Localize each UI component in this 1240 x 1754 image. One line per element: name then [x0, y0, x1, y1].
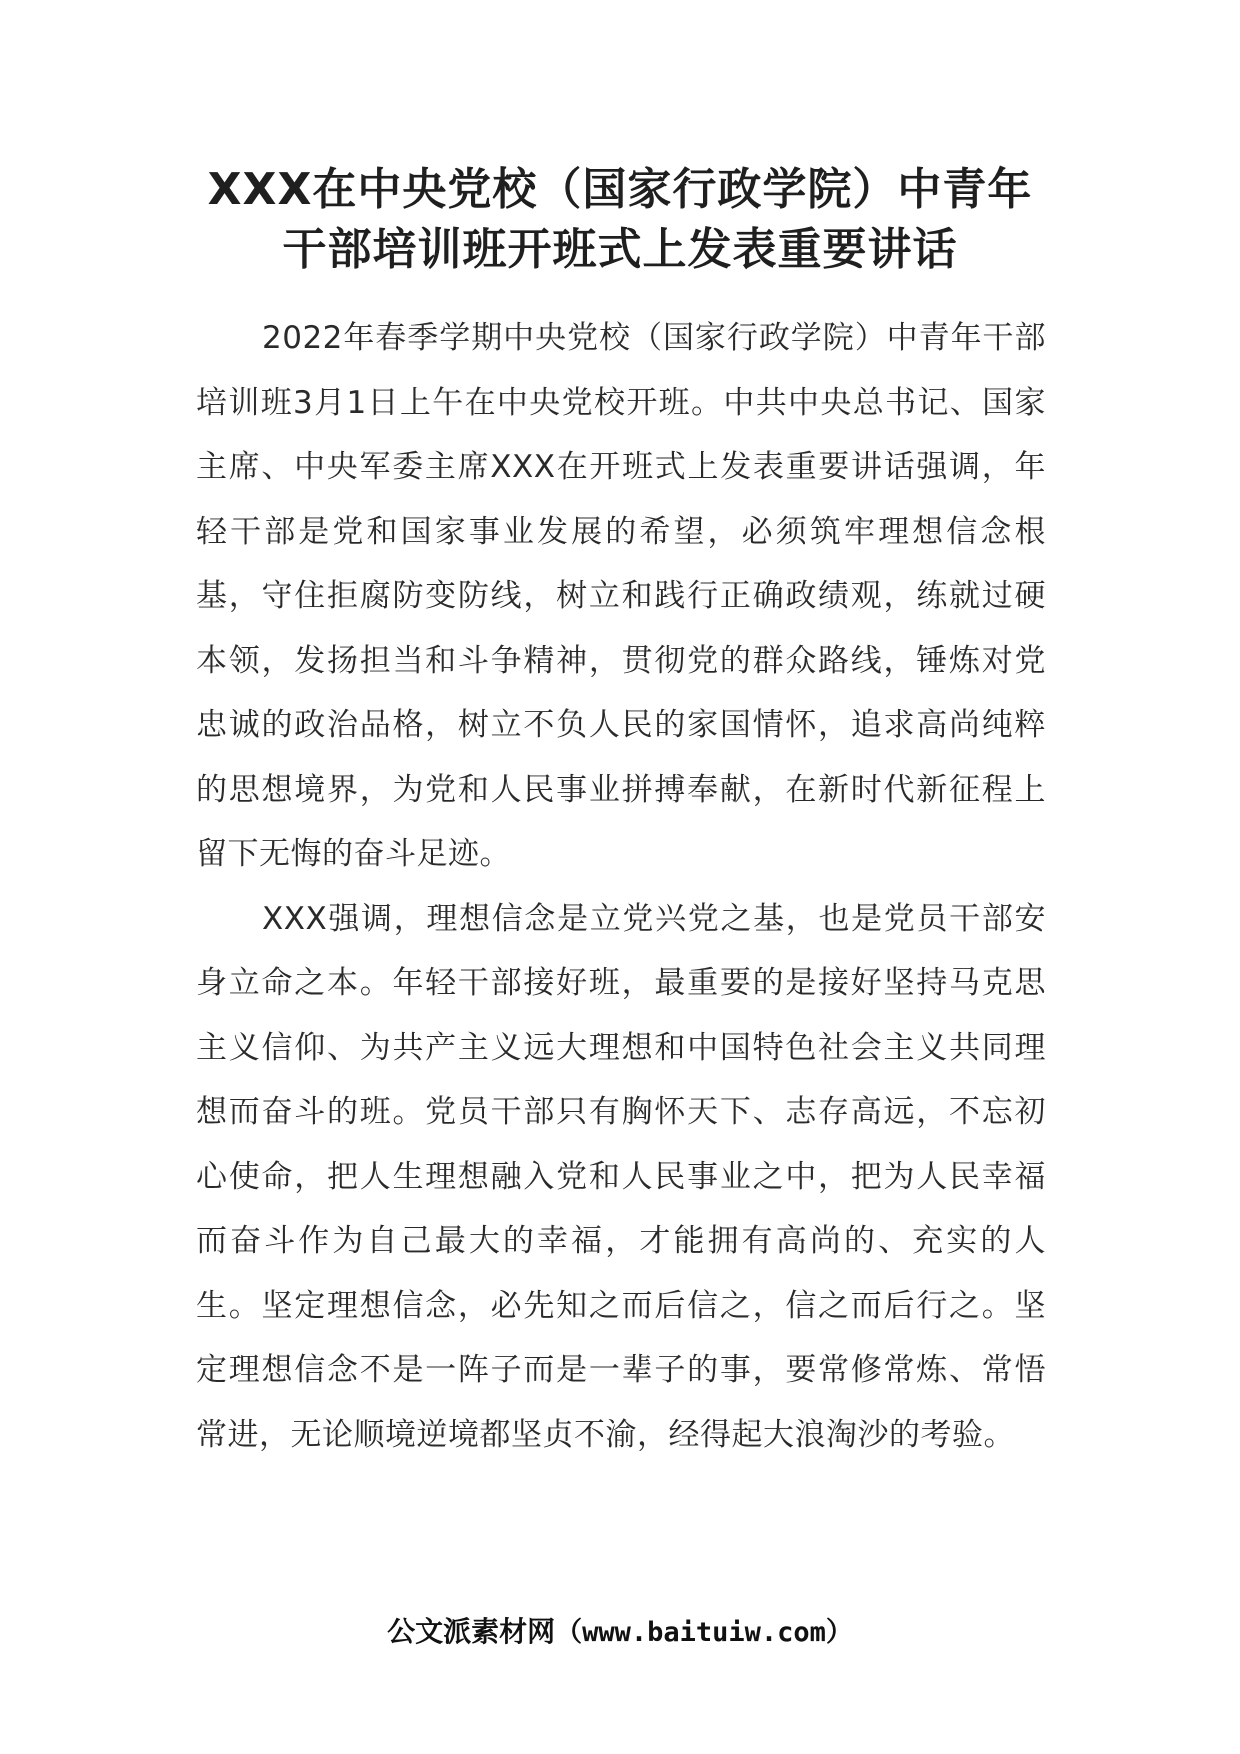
- footer-url[interactable]: （www.baituiw.com）: [555, 1617, 853, 1648]
- document-body: [196, 306, 1046, 1467]
- page-footer: [0, 1612, 1240, 1653]
- paragraph-2: XXX强调，理想信念是立党兴党之基，也是党员干部安身立命之本。年轻干部接好班，最重要的是接好坚持马克思主义信仰、为共产主义远大理想和中国特色社会主义共同理想而奋斗的班。党员干部只有胸怀天下、志存高远，不忘初心使命，把人生理想融入党和人民事业之中，把为人民幸福而奋斗作为自己最大的幸福，才能拥有高尚的、充实的人生。坚定理想信念，必先知之而后信之，信之而后行之。坚定理想信念不是一阵子而是一辈子的事，要常修常炼、常悟常进，无论顺境逆境都坚贞不渝，经得起大浪淘沙的考验。: [196, 900, 1046, 1453]
- title-line-1: XXX在中央党校（国家行政学院）中青年: [207, 164, 1033, 215]
- document-title: [190, 160, 1050, 280]
- paragraph-1: 2022年春季学期中央党校（国家行政学院）中青年干部培训班3月1日上午在中央党校开班。中共中央总书记、国家主席、中央军委主席XXX在开班式上发表重要讲话强调，年轻干部是党和国家事业发展的希望，必须筑牢理想信念根基，守住拒腐防变防线，树立和践行正确政绩观，练就过硬本领，发扬担当和斗争精神，贯彻党的群众路线，锤炼对党忠诚的政治品格，树立不负人民的家国情怀，追求高尚纯粹的思想境界，为党和人民事业拼搏奉献，在新时代新征程上留下无悔的奋斗足迹。: [196, 320, 1046, 872]
- title-line-2: 干部培训班开班式上发表重要讲话: [282, 224, 958, 275]
- footer-site-name: 公文派素材网: [387, 1615, 556, 1648]
